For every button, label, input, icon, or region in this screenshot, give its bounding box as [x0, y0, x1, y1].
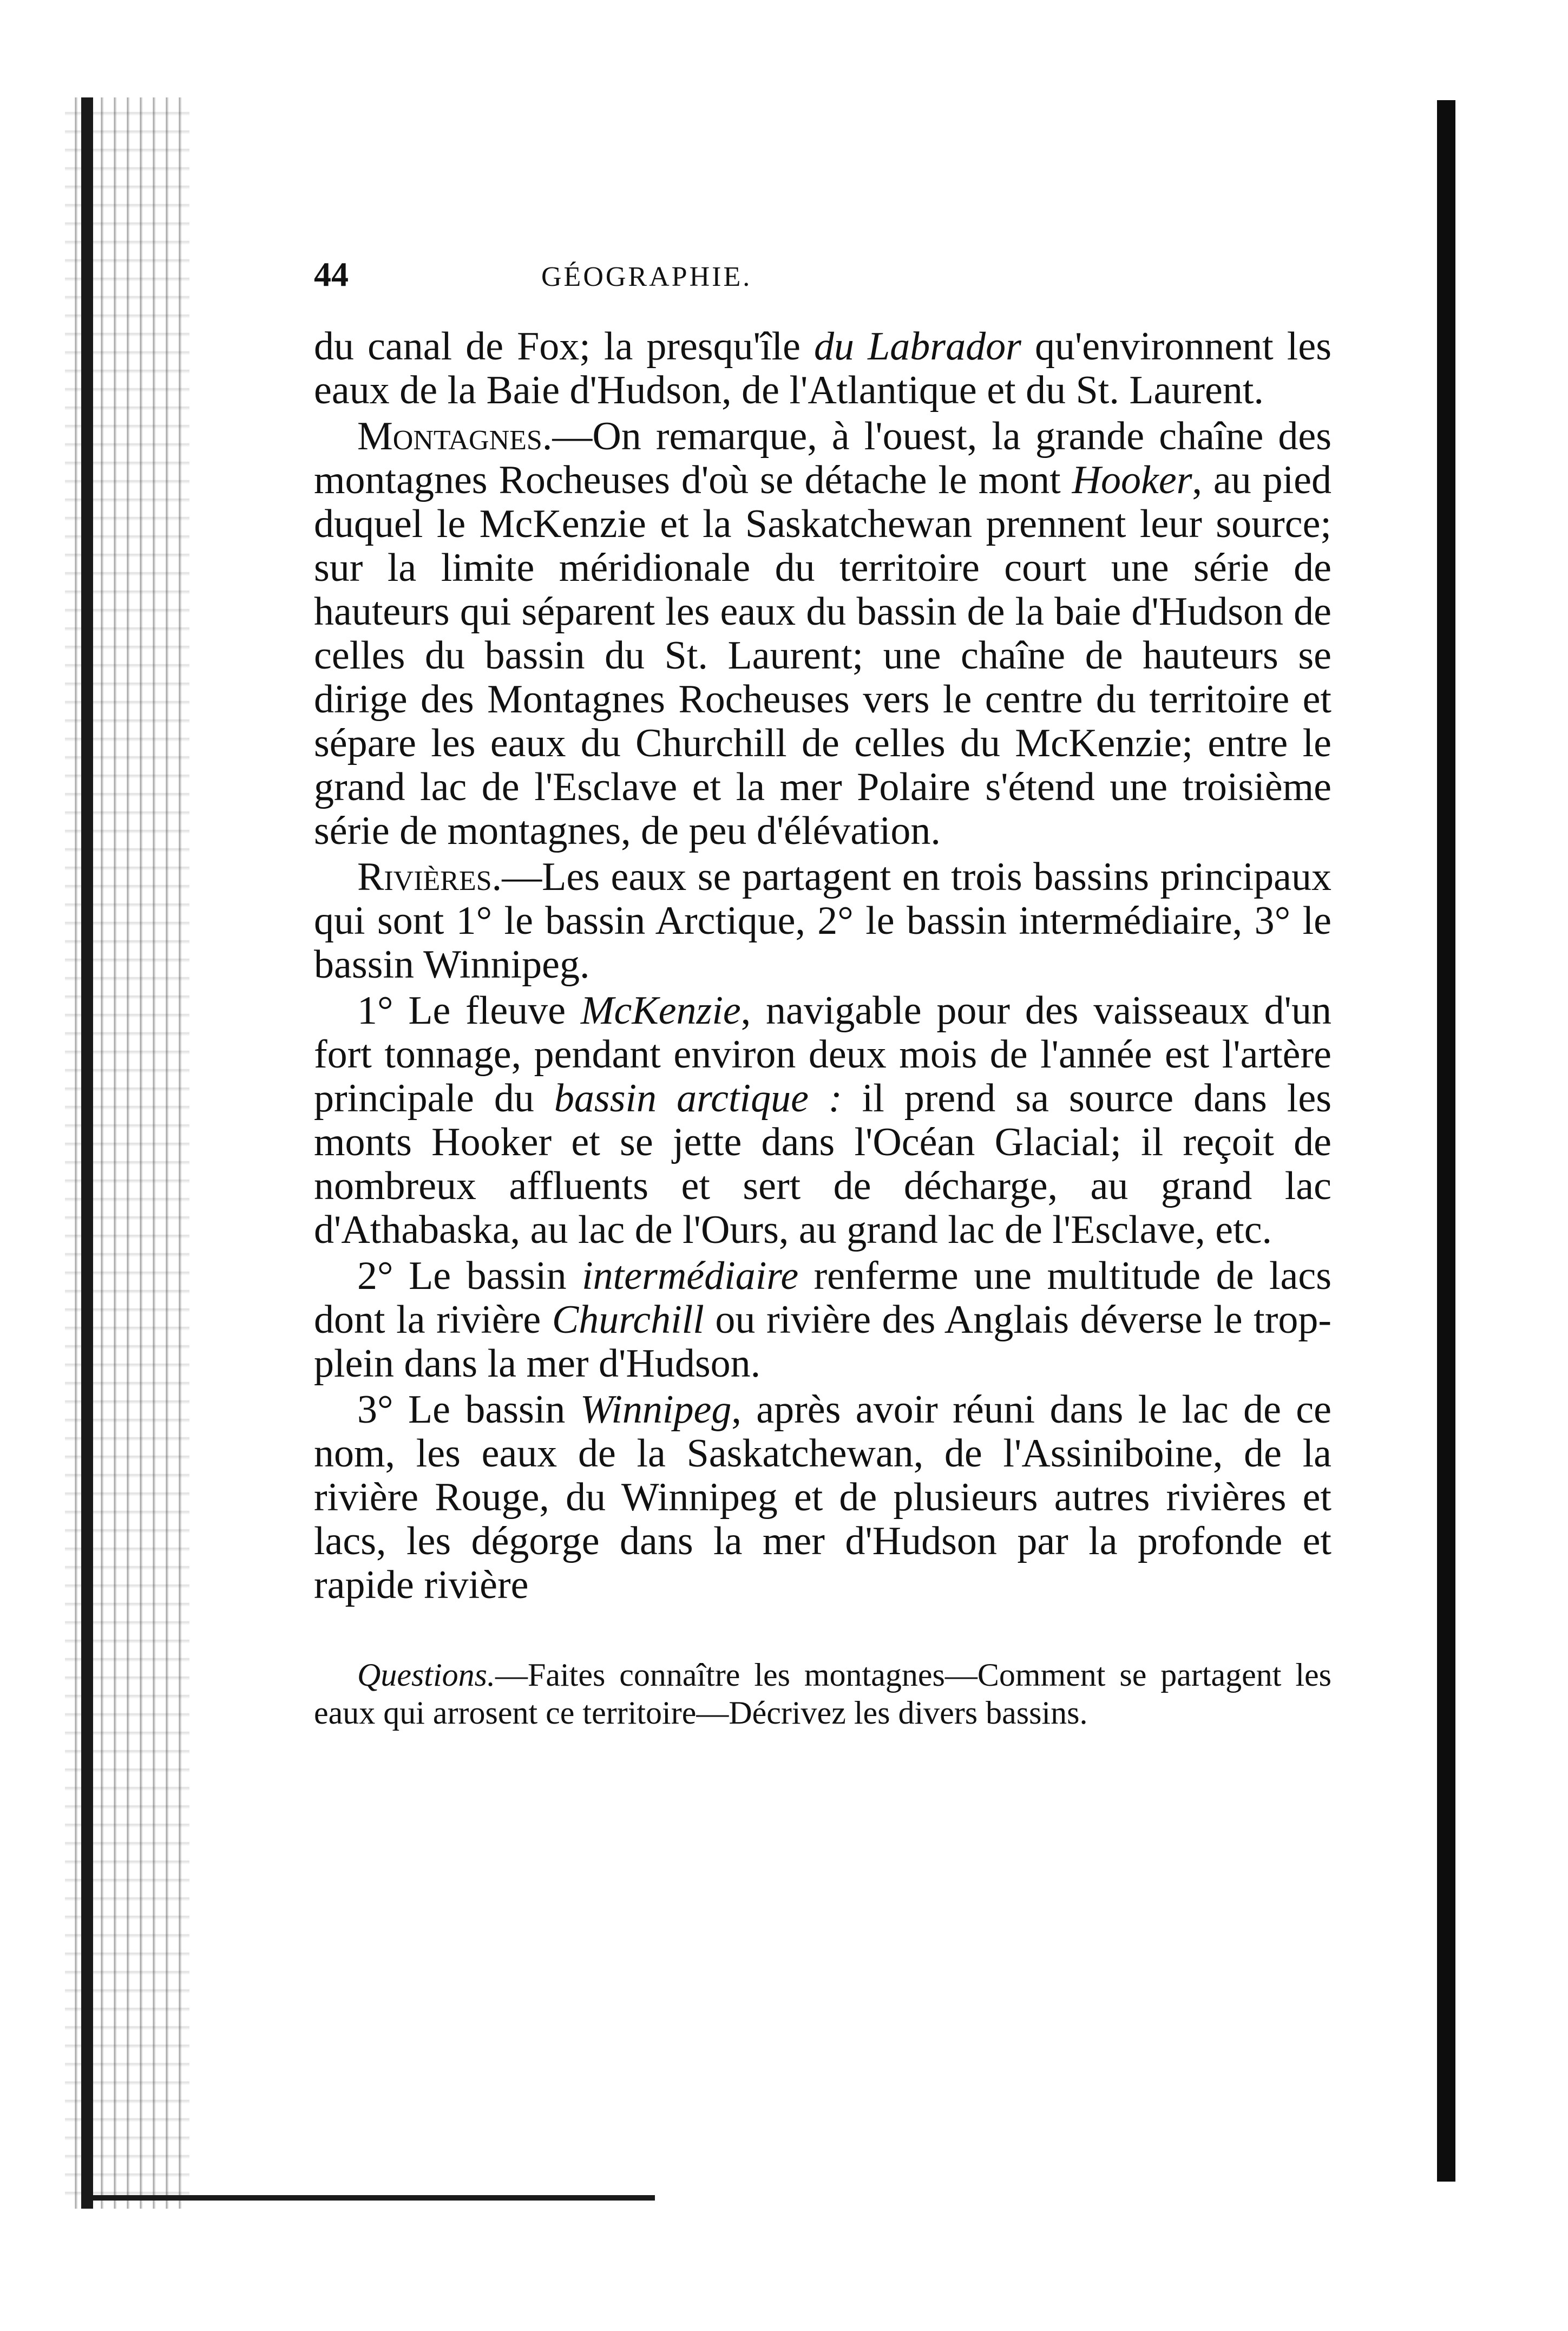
- text-run: 1° Le fleuve: [357, 988, 581, 1033]
- text-run: du canal de Fox; la presqu'île: [314, 324, 815, 369]
- text-run: qu'environnent les eaux de la Baie d'Hudson, de l'Atlantique et du St. Laurent.: [314, 324, 1331, 412]
- text-run: —Les eaux se partagent en trois bassins principaux qui sont 1° le bassin Arctique, 2° le bassin intermédiaire, 3° le bassin Winnipeg.: [314, 855, 1331, 987]
- text-run: , au pied duquel le McKenzie et la Saskatchewan prennent leur source; sur la limite méridionale du territoire court une série de hauteurs qui séparent les eaux du bassin de la baie d'Hudson de celles du bassin du St. Laurent; une chaîne de hauteurs se dirige des Montagnes Rocheuses vers le centre du territoire et sépare les eaux du Churchill de celles du McKenzie; entre le grand lac de l'Esclave et la mer Polaire s'étend une troisième série de montagnes, de peu d'élévation.: [314, 458, 1332, 853]
- questions-footnote: [314, 1656, 1331, 1732]
- italic-run: McKenzie: [580, 988, 741, 1033]
- text-run: il prend sa source dans les monts Hooker et se jette dans l'Océan Glacial; il reçoit de nombreux affluents et sert de décharge, au grand lac d'Athabaska, au lac de l'Ours, au grand lac de l'Esclave, etc.: [314, 1076, 1331, 1252]
- book-page: [314, 254, 1331, 1764]
- scan-bottom-edge-line: [87, 2195, 655, 2201]
- italic-run: Hooker: [1072, 458, 1192, 502]
- body-text: [314, 325, 1331, 1607]
- text-run: , après avoir réuni dans le lac de ce nom, les eaux de la Saskatchewan, de l'Assiniboine, de la rivière Rouge, du Winnipeg et de plusieurs autres rivières et lacs, les dégorge dans la mer d'Hudson par la profonde et rapide rivière: [314, 1387, 1331, 1607]
- paragraph-bassin-arctique: [314, 989, 1331, 1252]
- paragraph-continuation: [314, 325, 1331, 412]
- italic-run: bassin arctique :: [554, 1076, 842, 1121]
- italic-run: Winnipeg: [580, 1387, 732, 1432]
- paragraph-bassin-intermediaire: [314, 1254, 1331, 1386]
- italic-run: Churchill: [552, 1298, 704, 1342]
- running-head: [314, 254, 1331, 303]
- text-run: , navigable pour des vaisseaux d'un fort tonnage, pendant environ deux mois de l'année est l'artère principale du: [314, 988, 1332, 1121]
- paragraph-montagnes: [314, 415, 1331, 853]
- italic-run: intermédiaire: [582, 1254, 799, 1298]
- questions-text: —Faites connaître les montagnes—Comment se partagent les eaux qui arrosent ce territoire—Décrivez les divers bassins.: [314, 1657, 1331, 1731]
- paragraph-rivieres: [314, 855, 1331, 987]
- text-run: 2° Le bassin: [357, 1254, 582, 1298]
- italic-run: du Labrador: [814, 324, 1021, 369]
- text-run: —On remarque, à l'ouest, la grande chaîne des montagnes Rocheuses d'où se détache le mont: [314, 414, 1331, 502]
- text-run: renferme une multitude de lacs dont la rivière: [314, 1254, 1332, 1342]
- section-label: Rivières.: [357, 855, 502, 899]
- paragraph-bassin-winnipeg: [314, 1388, 1331, 1607]
- text-run: 3° Le bassin: [357, 1387, 580, 1432]
- scan-right-edge-line: [1437, 100, 1455, 2182]
- text-run: ou rivière des Anglais déverse le trop-plein dans la mer d'Hudson.: [314, 1298, 1331, 1386]
- page-number: 44: [314, 255, 349, 293]
- questions-label: Questions.: [357, 1657, 495, 1693]
- page-heading: GÉOGRAPHIE.: [541, 261, 752, 292]
- scan-left-edge-line: [81, 97, 93, 2209]
- section-label: Montagnes.: [357, 414, 553, 459]
